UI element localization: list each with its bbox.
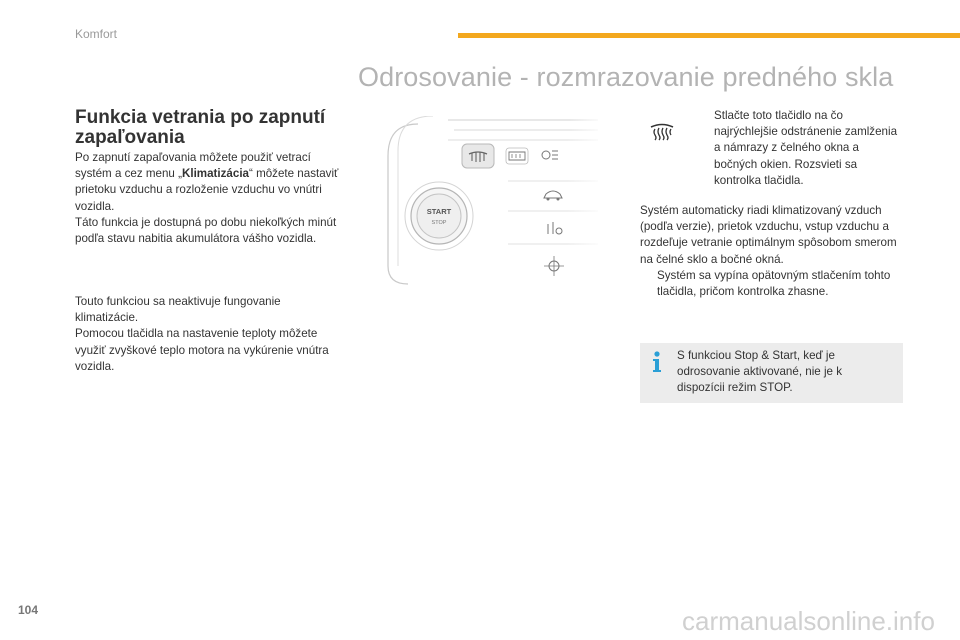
- windshield-defrost-icon: [650, 123, 674, 141]
- right-paragraph: [640, 203, 908, 300]
- recirculation-button: [544, 191, 562, 201]
- temperature-button: [544, 256, 564, 276]
- paragraph-text: Systém automaticky riadi klimatizovaný vzduch (podľa verzie), prietok vzduchu, vstup vzduchu a rozdeľuje vetranie optimálnym spôsobom smerom na čelné sklo a bočné okná.: [640, 204, 897, 266]
- menu-name: Klimatizácia: [181, 167, 249, 181]
- instruction-bullet-2: [640, 268, 908, 300]
- header-accent-bar: [458, 33, 960, 38]
- instruction-bullet-1: [697, 108, 905, 189]
- section-label: Komfort: [75, 27, 118, 41]
- stop-label: STOP: [431, 220, 447, 226]
- text: Touto funkciou sa neaktivuje fungovanie klimatizácie.: [75, 295, 281, 325]
- fan-button: [542, 151, 558, 159]
- arrow-bullet-icon: [697, 108, 714, 189]
- text: Pomocou tlačidla na nastavenie teploty môžete využiť zvyškové teplo motora na vykúrenie vnútra vozidla.: [75, 327, 329, 373]
- bullet-text: Stlačte toto tlačidlo na čo najrýchlejšie odstránenie zamlženia a námrazy z čelného okna a bočných okien. Rozsvieti sa kontrolka tlačidla.: [714, 109, 898, 187]
- air-distribution-button: [548, 222, 562, 234]
- bullet-text: Systém sa vypína opätovným stlačením tohto tlačidla, pričom kontrolka zhasne.: [657, 268, 891, 299]
- rear-defrost-button: [506, 148, 528, 164]
- section-heading: Funkcia vetrania po zapnutí zapaľovania: [75, 107, 326, 148]
- start-label: START: [426, 207, 452, 216]
- page-title: Odrosovanie - rozmrazovanie predného skla: [358, 62, 894, 92]
- watermark: carmanualsonline.info: [682, 606, 935, 636]
- text: Táto funkcia je dostupná po dobu niekoľkých minút podľa stavu nabitia akumulátora vášho vozidla.: [75, 215, 337, 246]
- left-paragraph-1: [75, 150, 345, 247]
- text: “ môžete nastaviť prietoku vzduchu a rozloženie vzduchu vo vnútri vozidla.: [75, 167, 339, 213]
- climate-control-panel-illustration: [358, 116, 606, 286]
- text: Po zapnutí zapaľovania môžete použiť vetrací systém a cez menu „: [75, 151, 311, 181]
- start-stop-button: [405, 182, 473, 250]
- info-note-text: S funkciou Stop & Start, keď je odrosovanie aktivované, nie je k dispozícii režim STOP.: [677, 349, 842, 395]
- arrow-bullet-icon: [640, 268, 657, 300]
- page-number: 104: [18, 603, 39, 617]
- info-icon: [650, 351, 664, 373]
- left-paragraph-2: [75, 294, 345, 375]
- defrost-button: [462, 144, 494, 168]
